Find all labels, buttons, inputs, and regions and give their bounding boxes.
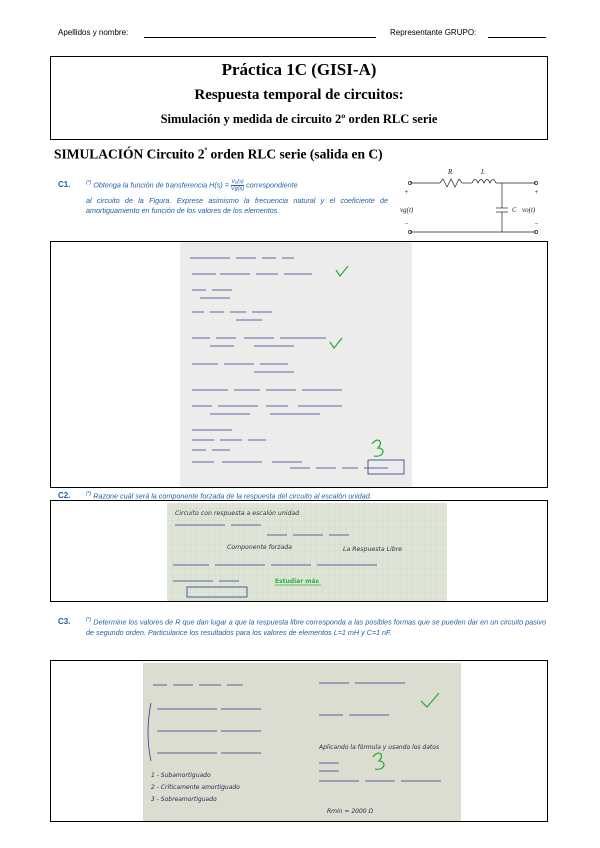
rlc-circuit-diagram xyxy=(398,164,548,240)
name-field-line[interactable] xyxy=(144,37,376,38)
title-box xyxy=(50,56,548,140)
question-number-c3: C3. xyxy=(58,617,71,626)
name-label: Apellidos y nombre: xyxy=(58,28,129,37)
answer-box-c1[interactable] xyxy=(50,241,548,488)
svg-text:2 - Críticamente amortiguado: 2 - Críticamente amortiguado xyxy=(151,784,240,791)
svg-text:+: + xyxy=(404,188,409,196)
svg-text:1 - Subamortiguado: 1 - Subamortiguado xyxy=(151,772,211,779)
handwritten-answer-c3 xyxy=(143,663,461,821)
practice-topic: Simulación y medida de circuito 2º orden RLC serie xyxy=(160,112,438,126)
output-voltage-label: vo(t) xyxy=(522,206,536,214)
capacitor-label: C xyxy=(512,206,517,214)
source-voltage-label: vg(t) xyxy=(400,206,414,214)
inductor-label: L xyxy=(481,168,485,176)
svg-text:Estudiar más: Estudiar más xyxy=(275,578,320,585)
svg-text:Circuito con respuesta a escal: Circuito con respuesta a escalón unidad xyxy=(175,510,300,517)
svg-text:−: − xyxy=(404,220,409,228)
question-text-c2: (*) Razone cuál será la componente forzada de la respuesta del circuito al escalón unidad. xyxy=(86,491,372,501)
group-field-line[interactable] xyxy=(488,37,546,38)
svg-text:3 - Sobreamortiguado: 3 - Sobreamortiguado xyxy=(151,796,217,803)
question-text-c3: (*) Determine los valores de R que dan lugar a que la respuesta libre corresponda a las posibles formas que se pueden dar en un circuito pasivo de segundo orden. Particularice los resultados para los valores de elementos L=1 mH y C=1 nF. xyxy=(86,617,546,637)
handwritten-answer-c2 xyxy=(167,503,447,601)
svg-text:La Respuesta Libre: La Respuesta Libre xyxy=(343,546,403,553)
question-text-c1: (*) Obtenga la función de transferencia H(s) = $\frac{\text{V₀(s)}}{Vg(s)}$ correspondiente al circuito de la Figura. Exprese asimismo la frecuencia natural y el coeficiente de amortiguamiento en función de los valores de los elementos. xyxy=(86,178,388,216)
handwritten-answer-c1 xyxy=(180,242,412,487)
answer-box-c3[interactable] xyxy=(50,660,548,822)
group-label: Representante GRUPO: xyxy=(390,28,477,37)
svg-text:Aplicando la fórmula y usando: Aplicando la fórmula y usando los datos xyxy=(319,744,440,751)
practice-title: Práctica 1C (GISI-A) xyxy=(221,60,377,79)
resistor-label: R xyxy=(448,168,453,176)
question-number-c1: C1. xyxy=(58,180,71,189)
svg-text:−: − xyxy=(534,220,539,228)
svg-text:Rmin = 2000 Ω: Rmin = 2000 Ω xyxy=(327,808,374,815)
svg-text:Componente forzada: Componente forzada xyxy=(227,544,292,551)
question-number-c2: C2. xyxy=(58,491,71,500)
answer-box-c2[interactable] xyxy=(50,500,548,602)
practice-subtitle: Respuesta temporal de circuitos: xyxy=(194,87,404,103)
svg-text:+: + xyxy=(534,188,539,196)
section-heading: SIMULACIÓN Circuito $2^º$ orden RLC serie (salida en C) xyxy=(54,146,383,162)
